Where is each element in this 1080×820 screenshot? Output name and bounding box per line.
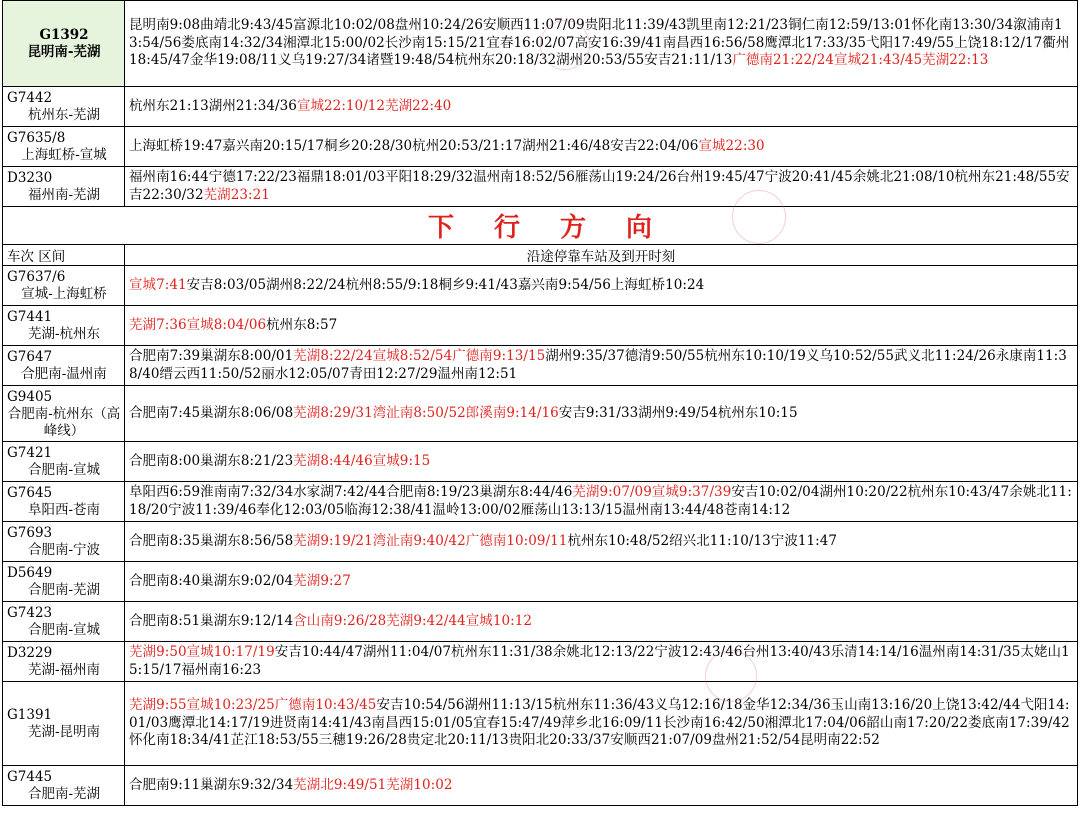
highlighted-stops: 宣城22:10/12芜湖22:40 [296,97,452,114]
highlighted-stops: 芜湖北9:49/51芜湖10:02 [293,776,453,793]
train-route: 昆明南-芜湖 [27,44,101,60]
stops-cell [125,167,1078,207]
stops-cell [125,127,1078,167]
downbound-rows [3,266,1078,806]
stops-text: 合肥南7:45巢湖东8:06/08 [129,404,294,421]
train-row [3,562,1078,602]
train-route: 芜湖-福州南 [27,662,101,678]
stops-text: 湖州9:35/37德清9:50/55杭州东10:10/19义乌10:52/55武义北11:24/26永康南11:38/40缙云西11:50/52丽水12:05/07青田12:27/29温州南12:51 [129,348,1067,382]
stops-cell [125,562,1078,602]
stops-cell [125,766,1078,806]
train-cell [3,442,125,482]
train-route: 合肥南-宣城 [27,462,101,478]
train-code: G7693 [7,525,53,541]
train-cell [3,1,125,87]
train-route: 合肥南-宁波 [27,542,101,558]
train-code: G7421 [7,445,53,461]
highlighted-stops: 宣城7:41 [129,276,187,293]
train-route: 合肥南-杭州东（高峰线） [7,405,121,439]
stops-text: 上海虹桥19:47嘉兴南20:15/17桐乡20:28/30杭州20:53/21:17湖州21:46/48安吉22:04/06 [129,137,699,154]
highlighted-stops: 芜湖9:55宣城10:23/25广德南10:43/45 [129,697,377,714]
train-row [3,1,1078,87]
stops-cell [125,87,1078,127]
highlighted-stops: 芜湖8:44/46宣城9:15 [293,452,431,469]
stops-text: 杭州东21:13湖州21:34/36 [129,97,297,114]
highlighted-stops: 芜湖9:27 [293,572,351,589]
train-code: G7645 [7,485,53,501]
train-cell [3,482,125,522]
stops-cell [125,602,1078,642]
train-cell [3,386,125,442]
train-row [3,346,1078,386]
train-route: 杭州东-芜湖 [27,107,101,123]
train-cell [3,127,125,167]
stops-text: 安吉9:31/33湖州9:49/54杭州东10:15 [558,404,798,421]
stops-cell [125,266,1078,306]
banner-section [3,207,1078,266]
train-code: G1392 [39,27,89,43]
train-route: 福州南-芜湖 [27,187,101,203]
stops-cell [125,306,1078,346]
highlighted-stops: 芜湖9:50宣城10:17/19 [129,644,275,660]
train-code: G7423 [7,605,53,621]
train-cell [3,266,125,306]
train-route: 合肥南-宣城 [27,622,101,638]
stops-text: 安吉10:54/56湖州11:13/15杭州东11:36/43义乌12:16/18金华12:34/36玉山南13:16/20上饶13:42/44弋阳14:01/03鹰潭北14:17/19进贤南14:41/43南昌西15:01/05宜春15:47/49萍乡北16:09/11长沙南16:42/50湘潭北17:04/06韶山南17:20/22娄底南17:39/42怀化南18:34/41芷江18:53/55三穗19:26/28贵定北20:11/13贵阳北20:33/37安顺西21:07/09盘州21:52/54昆明南22:52 [129,697,1070,749]
stops-cell [125,522,1078,562]
train-row [3,642,1078,682]
highlighted-stops: 含山南9:26/28芜湖9:42/44宣城10:12 [293,612,533,629]
stops-text: 福州南16:44宁德17:22/23福鼎18:01/03平阳18:29/32温州南18:52/56雁荡山19:24/26台州19:45/47宁波20:41/45余姚北21:08/10杭州东21:48/55安吉22:30/32 [129,169,1070,203]
train-code: D5649 [7,565,53,581]
train-route: 芜湖-杭州东 [27,326,101,342]
train-cell [3,682,125,766]
stops-text: 合肥南8:35巢湖东8:56/58 [129,532,294,549]
highlighted-stops: 芜湖8:29/31湾沚南8:50/52郎溪南9:14/16 [293,404,559,421]
stops-cell [125,642,1078,682]
highlighted-stops: 宣城22:30 [698,137,765,154]
stops-text: 合肥南8:51巢湖东9:12/14 [129,612,294,629]
train-route: 合肥南-芜湖 [27,786,101,802]
stops-text: 杭州东8:57 [266,316,338,333]
highlighted-stops: 广德南21:22/24宣城21:43/45芜湖22:13 [732,52,989,69]
train-row [3,266,1078,306]
highlighted-stops: 芜湖7:36宣城8:04/06 [129,316,267,333]
stops-text: 合肥南9:11巢湖东9:32/34 [129,776,294,793]
stops-cell [125,1,1078,87]
stops-cell [125,386,1078,442]
train-cell [3,642,125,682]
train-code: D3229 [7,645,53,661]
highlighted-stops: 芜湖9:19/21湾沚南9:40/42广德南10:09/11 [293,532,568,549]
highlighted-stops: 芜湖23:21 [203,186,270,203]
train-row [3,766,1078,806]
train-row [3,167,1078,207]
highlighted-stops: 芜湖8:22/24宣城8:52/54广德南9:13/15 [293,348,546,364]
train-code: G7637/6 [7,269,66,285]
train-row [3,87,1078,127]
train-cell [3,602,125,642]
stops-text: 安吉8:03/05湖州8:22/24杭州8:55/9:18桐乡9:41/43嘉兴南9:54/56上海虹桥10:24 [186,276,705,293]
train-code: G7442 [7,90,53,106]
stops-text: 杭州东10:48/52绍兴北11:10/13宁波11:47 [567,532,838,549]
stops-cell [125,442,1078,482]
train-row [3,306,1078,346]
train-cell [3,766,125,806]
train-route: 宣城-上海虹桥 [21,286,107,302]
direction-banner: 下行方向 [3,207,1078,245]
header-stops: 沿途停靠车站及到开时刻 [125,245,1078,266]
stops-text: 合肥南8:00巢湖东8:21/23 [129,452,294,469]
stops-text: 阜阳西6:59淮南南7:32/34水家湖7:42/44合肥南8:19/23巢湖东8:44/46 [129,484,573,500]
train-code: G7635/8 [7,130,66,146]
stops-cell [125,346,1078,386]
stops-cell [125,682,1078,766]
train-row [3,442,1078,482]
train-code: G7445 [7,769,53,785]
train-route: 合肥南-温州南 [21,366,107,382]
train-row [3,522,1078,562]
train-row [3,386,1078,442]
train-cell [3,562,125,602]
train-row [3,682,1078,766]
train-row [3,602,1078,642]
train-code: D3230 [7,170,53,186]
train-cell [3,87,125,127]
train-code: G1391 [7,707,53,723]
train-cell [3,306,125,346]
train-route: 上海虹桥-宣城 [21,147,107,163]
train-row [3,127,1078,167]
train-cell [3,346,125,386]
train-code: G9405 [7,388,53,405]
train-code: G7441 [7,309,53,325]
train-route: 合肥南-芜湖 [27,582,101,598]
train-cell [3,522,125,562]
train-cell [3,167,125,207]
stops-text: 昆明南9:08曲靖北9:43/45富源北10:02/08盘州10:24/26安顺西11:07/09贵阳北11:39/43凯里南12:21/23铜仁南12:59/13:01怀化南13:30/34溆浦南13:54/56娄底南14:32/34湘潭北15:00/02长沙南15:15/21宜春16:02/07高安16:39/41南昌西16:56/58鹰潭北17:33/35弋阳17:49/55上饶18:12/17衢州18:45/47金华19:08/11义乌19:27/34诸暨19:48/54杭州东20:18/32湖州20:53/55安吉21:11/13 [129,17,1070,69]
stops-text: 安吉10:44/47湖州11:04/07杭州东11:31/38余姚北12:13/22宁波12:43/46台州13:40/43乐清14:14/16温州南14:31/35太姥山15:15/17福州南16:23 [129,644,1070,678]
stops-text: 合肥南7:39巢湖东8:00/01 [129,348,294,364]
stops-text: 合肥南8:40巢湖东9:02/04 [129,572,294,589]
upbound-rows [3,1,1078,207]
stops-text: 安吉10:02/04湖州10:20/22杭州东10:43/47余姚北11:18/20宁波11:39/46奉化12:03/05临海12:38/41温岭13:00/02雁荡山13:13/15温州南13:44/48苍南14:12 [129,484,1072,518]
header-train-route: 车次 区间 [3,245,125,266]
stops-cell [125,482,1078,522]
timetable [2,0,1078,806]
train-route: 阜阳西-苍南 [27,502,101,518]
highlighted-stops: 芜湖9:07/09宣城9:37/39 [572,484,732,500]
train-code: G7647 [7,349,53,365]
train-row [3,482,1078,522]
train-route: 芜湖-昆明南 [27,724,101,740]
